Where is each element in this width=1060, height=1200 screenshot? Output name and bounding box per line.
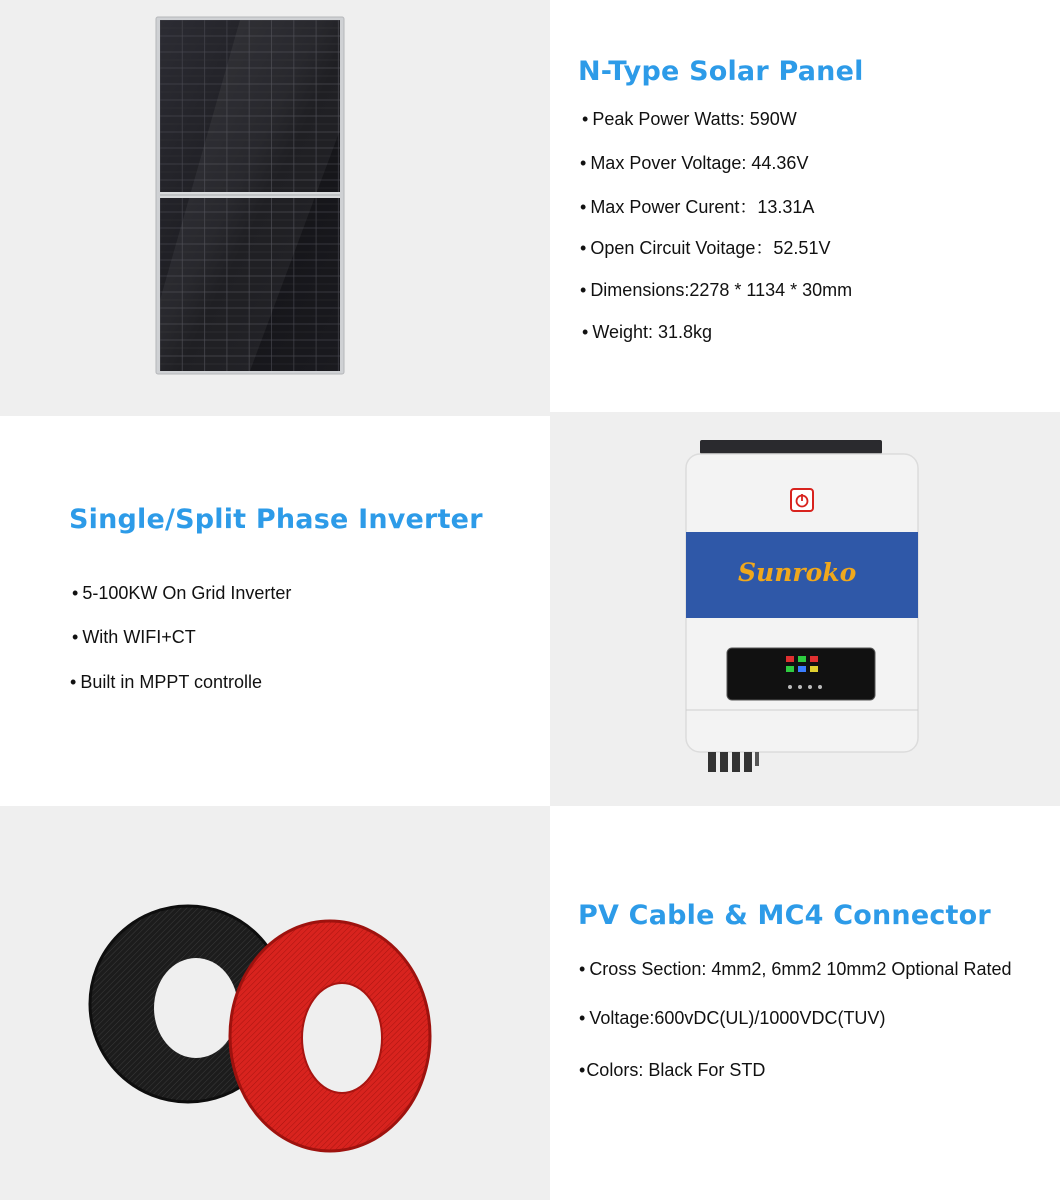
- cable-title: PV Cable & MC4 Connector: [578, 900, 991, 931]
- inverter-title: Single/Split Phase Inverter: [69, 504, 483, 535]
- spec-peak-power: • Peak Power Watts: 590W: [582, 108, 797, 130]
- solar-panel-image: [0, 0, 550, 416]
- cable-image-cell: [0, 806, 550, 1200]
- spec-power-range: • 5-100KW On Grid Inverter: [72, 582, 291, 604]
- spec-dimensions: • Dimensions:2278 * 1134 * 30mm: [580, 279, 852, 301]
- inverter-image: [550, 416, 1060, 806]
- solar-panel-info-cell: [550, 0, 1060, 416]
- spec-max-power-voltage: • Max Pover Voltage: 44.36V: [580, 152, 808, 174]
- cable-coils-image: [0, 806, 550, 1200]
- cable-info-cell: [550, 806, 1060, 1200]
- solar-panel-image-cell: [0, 0, 550, 416]
- spec-weight: • Weight: 31.8kg: [582, 321, 712, 343]
- spec-wifi-ct: • With WIFI+CT: [72, 626, 196, 648]
- spec-mppt: • Built in MPPT controlle: [70, 671, 262, 693]
- inverter-image-cell: [550, 416, 1060, 806]
- spec-max-power-current: • Max Power Curent：13.31A: [580, 196, 814, 218]
- spec-cross-section: • Cross Section: 4mm2, 6mm2 10mm2 Optional Rated: [579, 958, 1011, 980]
- spec-open-circuit-voltage: • Open Circuit Voitage：52.51V: [580, 237, 830, 259]
- spec-voltage: • Voltage:600vDC(UL)/1000VDC(TUV): [579, 1007, 885, 1029]
- inverter-info-cell: [0, 416, 550, 806]
- solar-panel-title: N-Type Solar Panel: [578, 56, 864, 87]
- spec-colors: • Colors: Black For STD: [579, 1059, 765, 1081]
- inverter-brand-label: Sunroko: [738, 558, 857, 587]
